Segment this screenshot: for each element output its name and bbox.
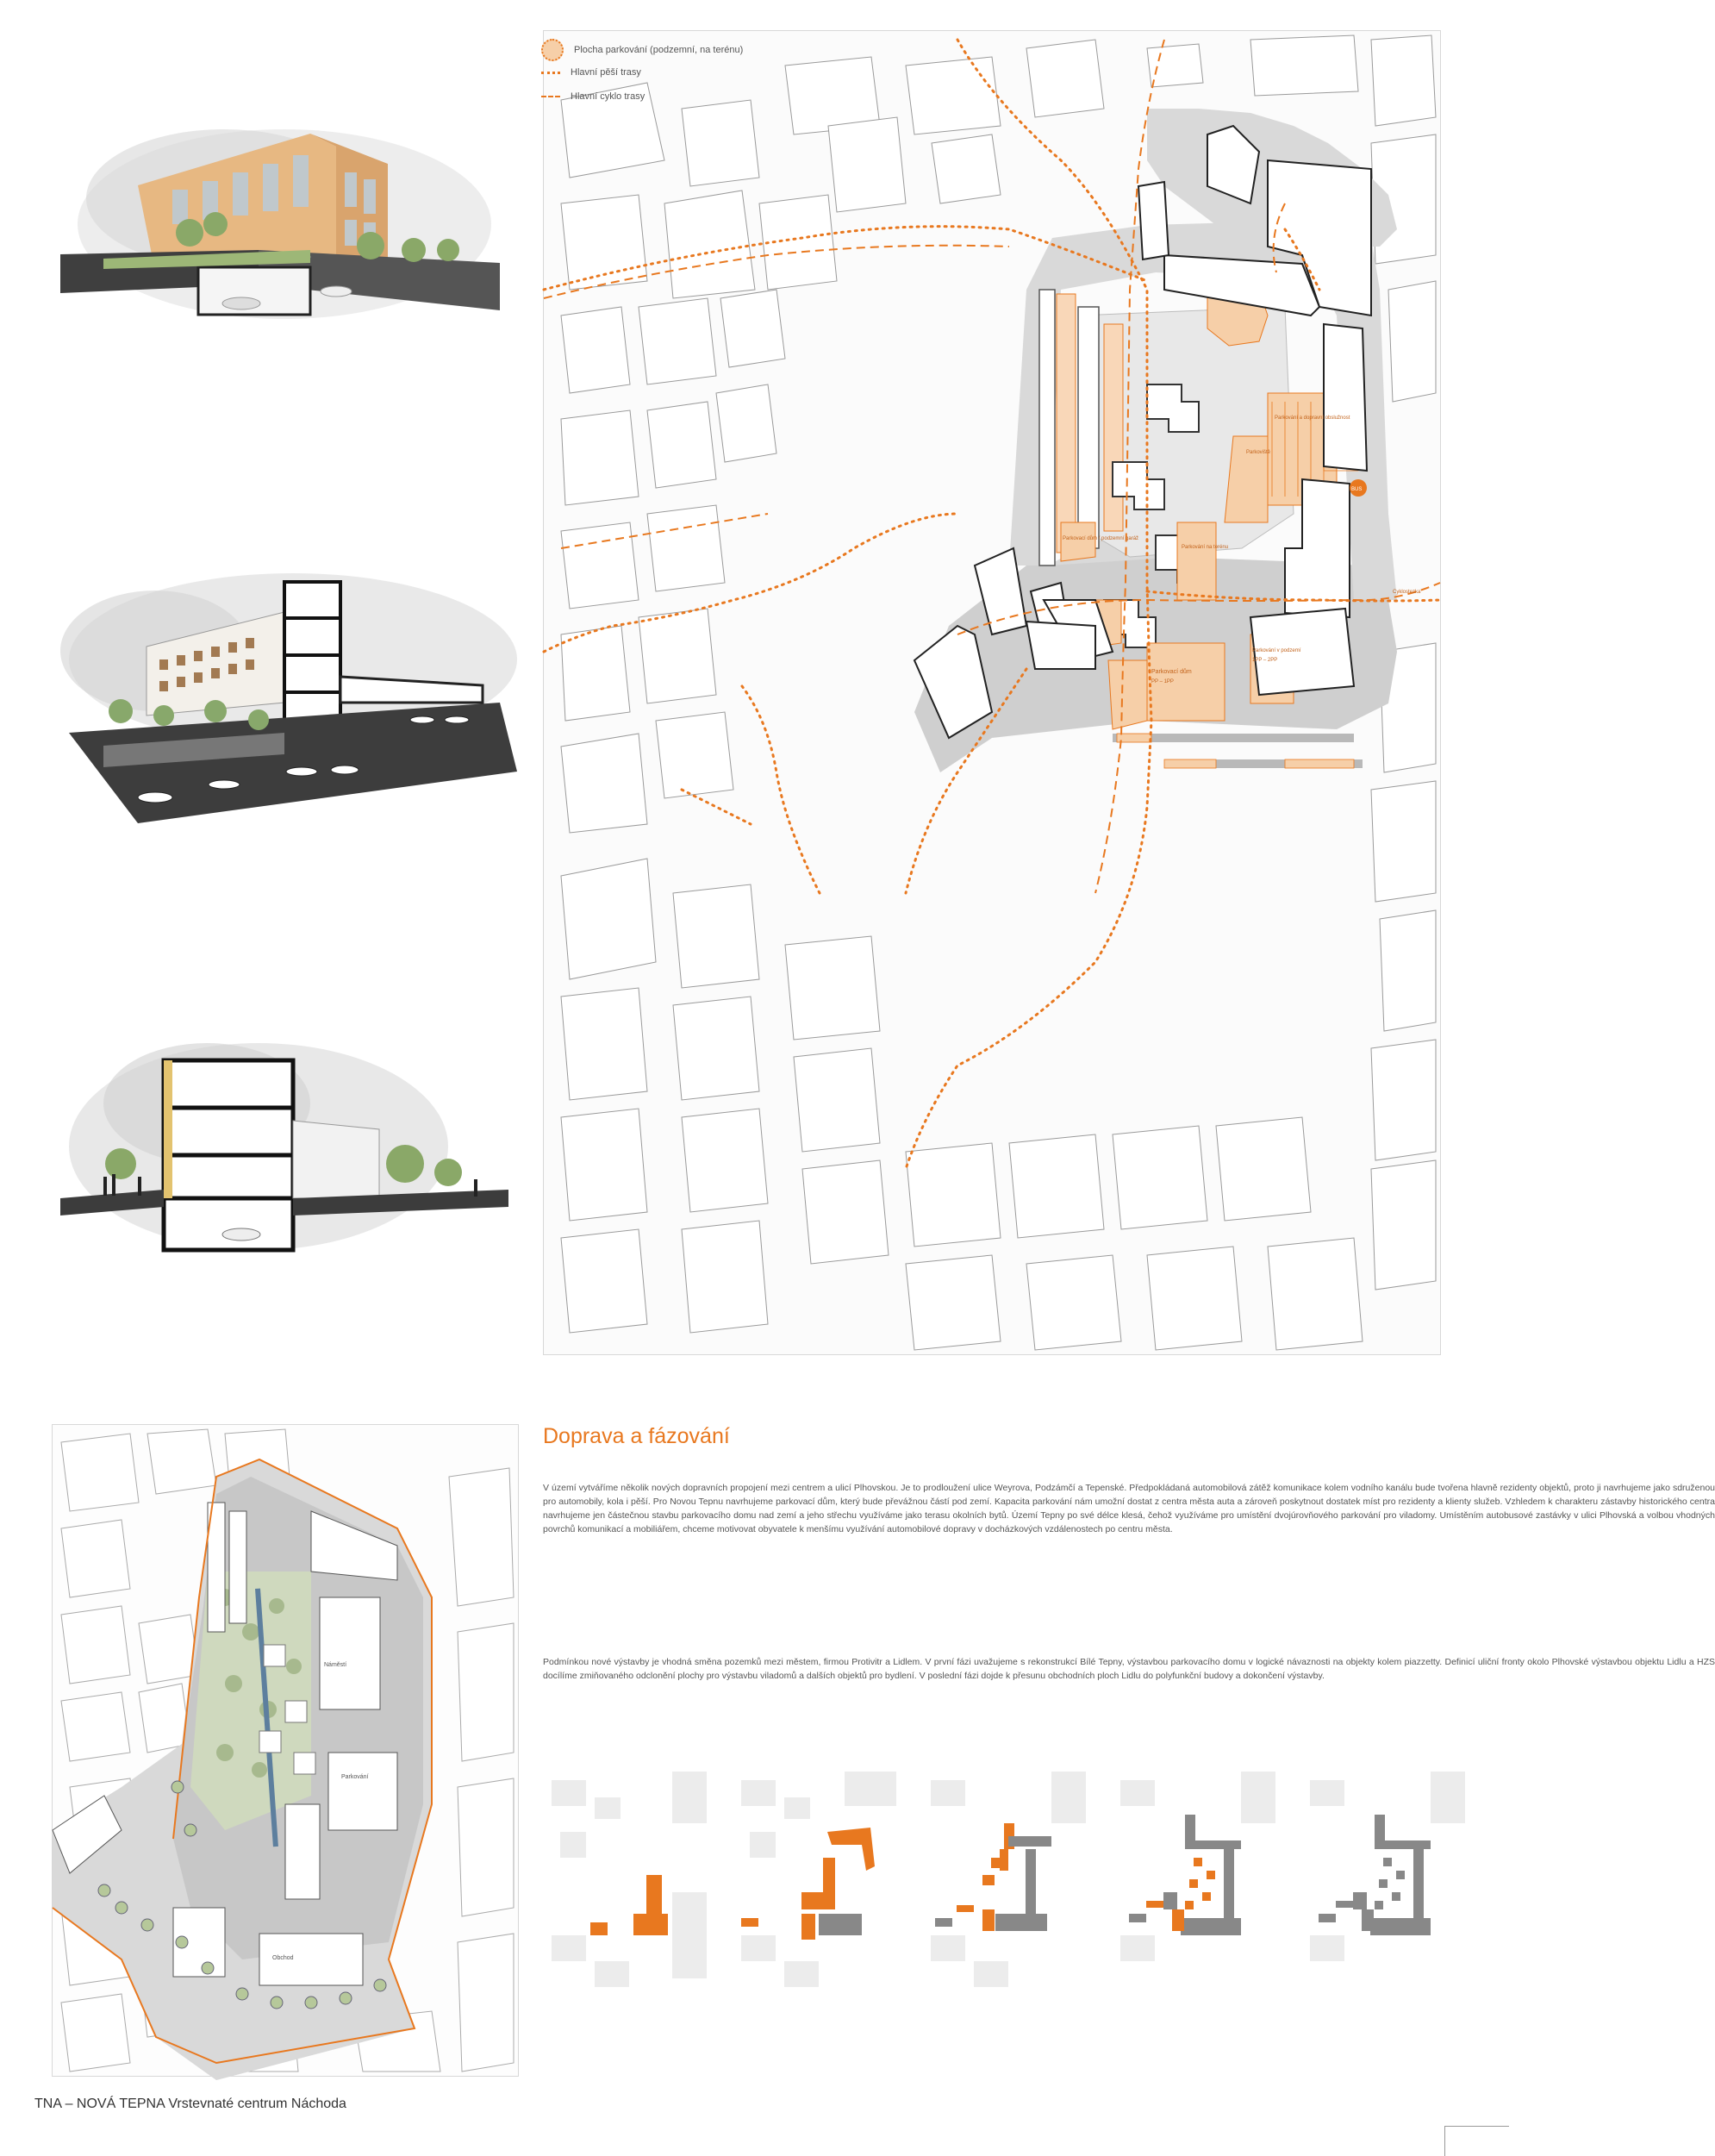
section-title: Doprava a fázování: [543, 1424, 730, 1448]
site-plan: [52, 1424, 519, 2077]
map-label-garage-2: Parkování v podzemí: [1252, 648, 1301, 653]
footer-page-box: [1444, 2126, 1509, 2156]
map-label-lot: Parkoviště: [1246, 450, 1271, 455]
footer-title: TNA – NOVÁ TEPNA Vrstevnaté centrum Náchoda: [34, 2097, 346, 2111]
map-label-garage-1: Parkovací dům: [1151, 669, 1192, 675]
pedestrian-route-swatch-icon: [541, 72, 560, 74]
site-label-market: Obchod: [272, 1955, 294, 1961]
legend-label-cycle: Hlavní cyklo trasy: [571, 91, 645, 102]
legend-item-pedestrian: [541, 67, 641, 78]
section-illustration-3: [52, 1034, 517, 1267]
legend-item-cycle: [541, 91, 645, 102]
map-label-cycle: Cyklostezka: [1393, 590, 1421, 595]
legend-label-parking-area: Plocha parkování (podzemní, na terénu): [574, 45, 744, 55]
map-label-parking-right: Parkování a dopravní obslužnost: [1275, 416, 1350, 421]
site-plan-drawing: [53, 1425, 518, 2076]
site-label-parking: Parkování: [341, 1774, 369, 1780]
transport-map-drawing: [544, 31, 1440, 1354]
transport-map: [543, 30, 1441, 1355]
phase-diagram-3: [922, 1763, 1099, 2000]
map-label-garage-left: Parkovací dům / podzemní garáž: [1063, 536, 1139, 541]
section-paragraph-1: V území vytváříme několik nových dopravních propojení mezi centrem a ulicí Plhovskou. Je to prodloužení ulice Weyrova, Podzámčí a Tepenské. Předpokládaná automobilová zátěž komunikace kolem vodního kanálu bude tvořena hlavně rezidenty objektů, proto ji navrhujeme jako sdruženou pro automobily, kola i pěší. Pro Novou Tepnu navrhujeme parkovací dům, který bude převážnou částí pod zemí. Kapacita parkování nám umožní dostat z centra města auta a zároveň poskytnout dostatek míst pro rezidenty a klienty služeb. Vzhledem k charakteru zástavby historického centra navrhujeme jen částečnou stavbu parkovacího domu nad zemí a jeho střechu využíváme jako terasu okolních bytů. Území Tepny po své délce klesá, čehož využíváme pro umístění dvojúrovňového parkování pro viladomy. Umístěním autobusové zastávky v ulici Plhovská a volbou vhodných povrchů komunikací a mobiliářem, chceme motivovat obyvatele k menšímu využívání automobilové dopravy v docházkových vzdálenostech po centru města.: [543, 1483, 1715, 1534]
legend-label-pedestrian: Hlavní pěší trasy: [571, 67, 641, 78]
map-label-garage-1-b: PP – 1PP: [1151, 679, 1174, 684]
section-paragraph-2: Podmínkou nové výstavby je vhodná směna pozemků mezi městem, firmou Protivitr a Lidlem. V první fázi uvažujeme s rekonstrukcí Bílé Tepny, výstavbou parkovacího domu v logické návaznosti na objekty kolem piazzetty. Definicí uliční fronty okolo Plhovské výstavbou objektu Lidlu a HZS docílíme zmiňovaného odclonění plochy pro výstavbu viladomů a dalších objektů pro bydlení. V poslední fázi dojde k přesunu obchodních ploch Lidlu do polyfunkční budovy a dokončení výstavby.: [543, 1657, 1715, 1681]
bus-stop-label: BUS: [1351, 487, 1363, 492]
site-label-square: Náměstí: [324, 1662, 347, 1668]
map-label-garage-2-b: 1PP – 2PP: [1252, 658, 1278, 663]
phase-diagram-1: [543, 1763, 720, 2000]
phase-diagram-5: [1301, 1763, 1478, 2000]
section-illustration-1: [52, 121, 517, 336]
phase-diagram-4: [1112, 1763, 1288, 2000]
section-illustration-2: [52, 565, 534, 832]
legend-item-parking-area: [541, 39, 743, 61]
phase-diagram-2: [733, 1763, 909, 2000]
map-label-lot-2: Parkování na terénu: [1182, 545, 1229, 550]
parking-area-swatch-icon: [541, 39, 564, 61]
cycle-route-swatch-icon: [541, 96, 560, 97]
